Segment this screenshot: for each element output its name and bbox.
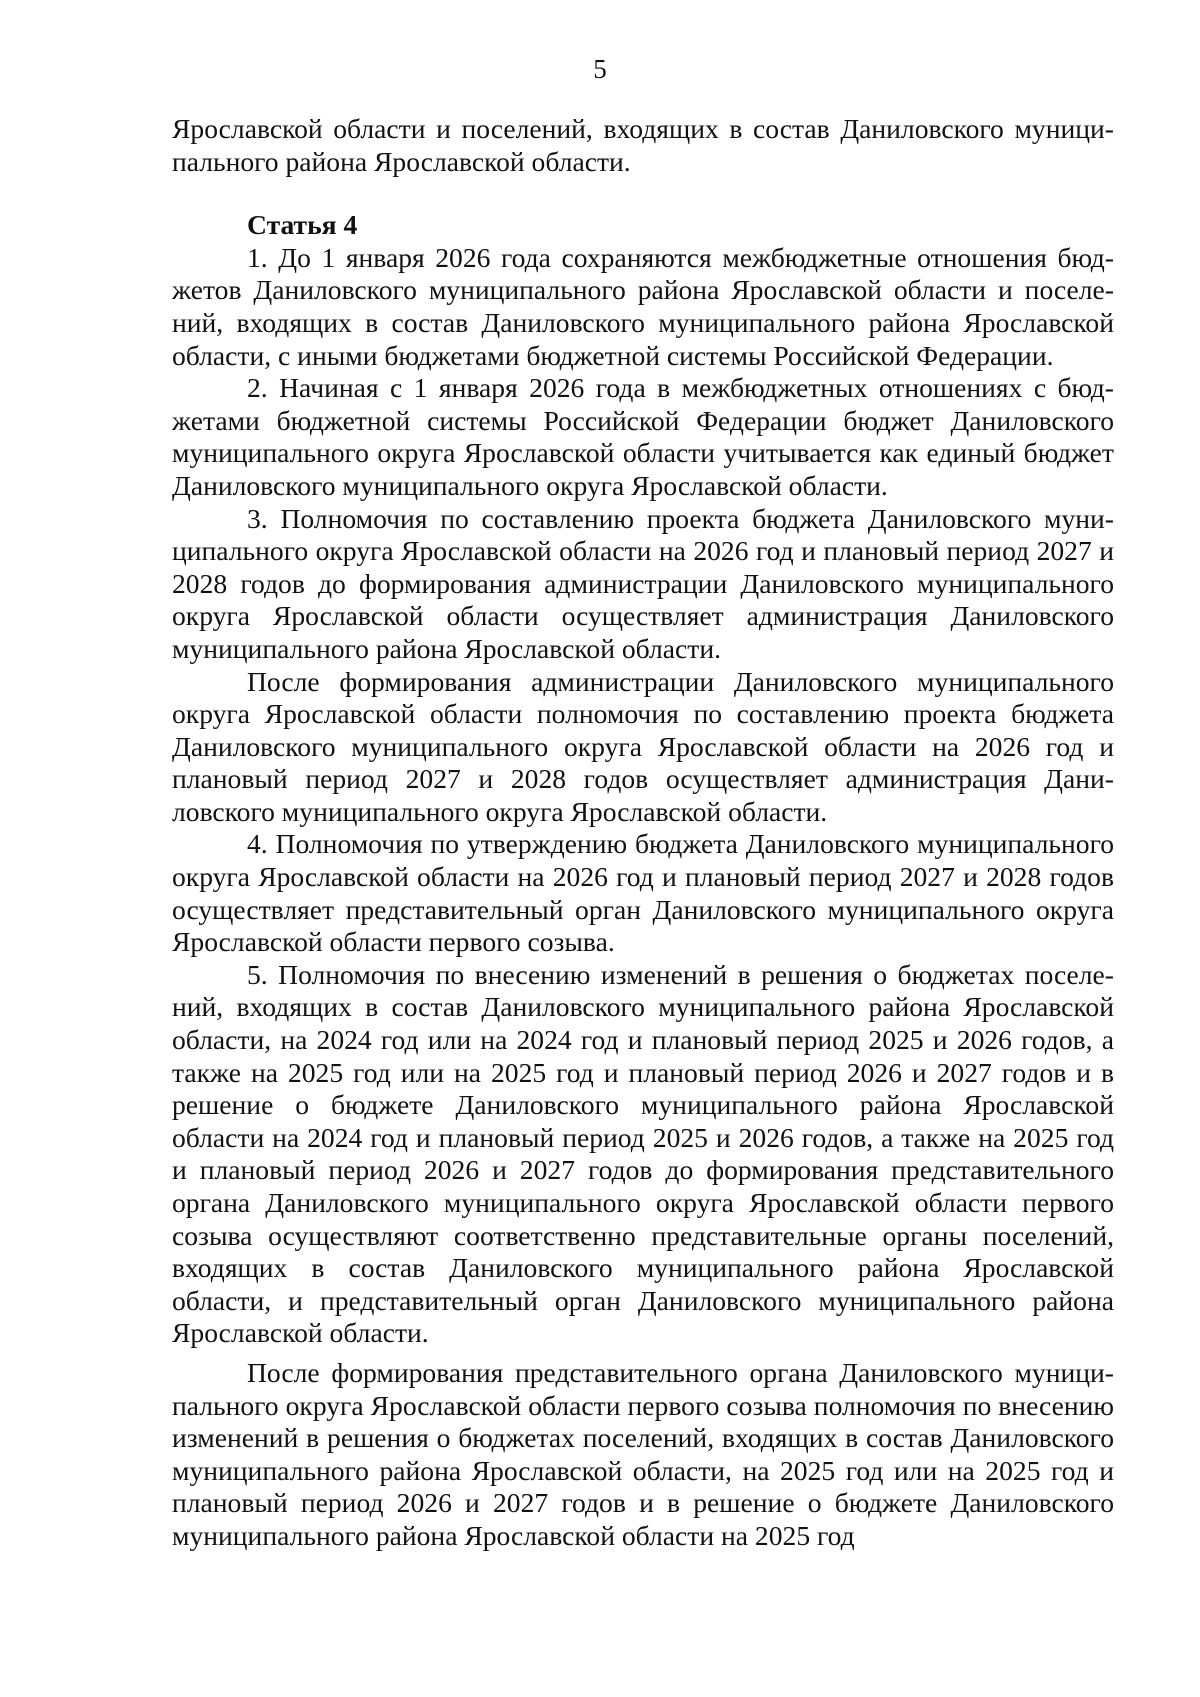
page-number: 5 bbox=[593, 54, 607, 84]
paragraph-2: 2. Начиная с 1 января 2026 года в межбюджетных отношениях с бюджетами бюджетной системы Российской Федерации бюджет Даниловского муниципального округа Ярославской области учитывается как единый бюджет Даниловского муниципального округа Ярославской области. bbox=[172, 372, 1114, 501]
paragraph-4: 4. Полномочия по утверждению бюджета Даниловского муниципального округа Ярославской области на 2026 год и плановый период 2027 и 2028 годов осуществляет представительный орган Даниловского муниципального округа Ярославской области первого созыва. bbox=[172, 828, 1114, 958]
paragraph-5-continuation: После формирования представительного органа Даниловского муниципального округа Ярославской области первого созыва полномочия по внесению изменений в решения о бюджетах поселений, входящих в состав Даниловского муниципального района Ярославской области, на 2025 год или на 2025 год и плановый период 2026 и 2027 годов и в решение о бюджете Даниловского муниципального района Ярославской области на 2025 год bbox=[172, 1356, 1114, 1551]
paragraph-3-continuation: После формирования администрации Даниловского муниципального округа Ярославской области полномочия по составлению проекта бюджета Даниловского муниципального округа Ярославской области на 2026 год и плановый период 2027 и 2028 годов осуществляет администрация Даниловского муниципального округа Ярославской области. bbox=[172, 665, 1114, 827]
document-body bbox=[172, 113, 1114, 1553]
article-heading: Статья 4 bbox=[247, 209, 358, 241]
paragraph-3: 3. Полномочия по составлению проекта бюджета Даниловского муниципального округа Ярославской области на 2026 год и плановый период 2027 и 2028 годов до формирования администрации Даниловского муниципального округа Ярославской области осуществляет администрация Даниловского муниципального района Ярославской области. bbox=[172, 502, 1114, 664]
lead-paragraph: Ярославской области и поселений, входящих в состав Даниловского муниципального района Ярославской области. bbox=[172, 113, 1114, 177]
paragraph-5: 5. Полномочия по внесению изменений в решения о бюджетах поселений, входящих в состав Даниловского муниципального района Ярославской области, на 2024 год или на 2024 год и плановый период 2025 и 2026 годов, а также на 2025 год или на 2025 год и плановый период 2026 и 2027 годов и в решение о бюджете Даниловского муниципального района Ярославской области на 2024 год и плановый период 2025 и 2026 годов, а также на 2025 год и плановый период 2026 и 2027 годов до формирования представительного органа Даниловского муниципального округа Ярославской области первого созыва осуществляют соответственно представительные органы поселений, входящих в состав Даниловского муниципального района Ярославской области, и представительный орган Даниловского муниципального района Ярославской области. bbox=[172, 958, 1114, 1349]
paragraph-1: 1. До 1 января 2026 года сохраняются межбюджетные отношения бюджетов Даниловского муниципального района Ярославской области и поселений, входящих в состав Даниловского муниципального района Ярославской области, с иными бюджетами бюджетной системы Российской Федерации. bbox=[172, 241, 1114, 371]
